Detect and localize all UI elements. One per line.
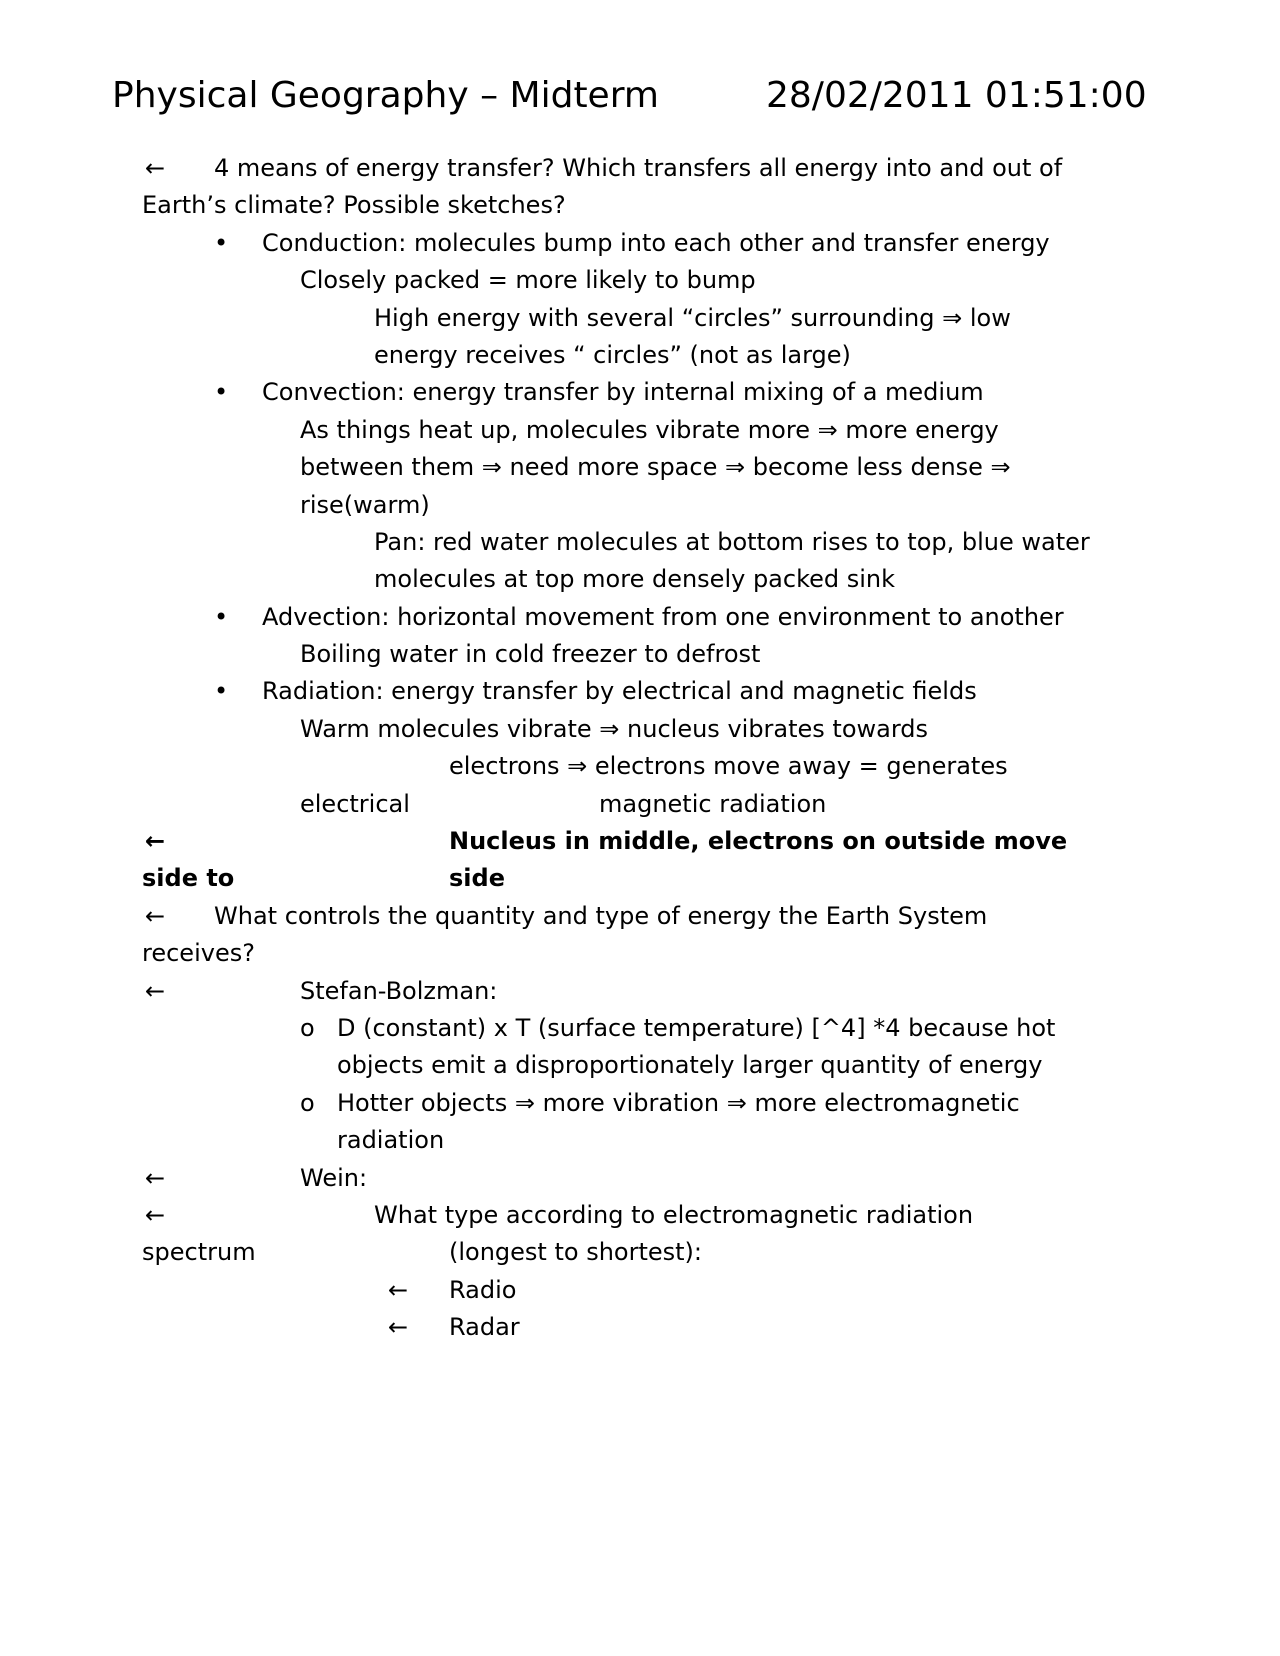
question-text: What controls the quantity and type of energy the Earth System — [214, 901, 988, 930]
left-arrow-icon: ← — [145, 976, 166, 1005]
convection-sub-2b — [150, 561, 1130, 598]
left-arrow-icon: ← — [145, 1200, 166, 1229]
advection-sub-1 — [150, 636, 1130, 673]
radiation-bold-b — [142, 860, 1130, 897]
question-text: 4 means of energy transfer? Which transfers all energy into and out of — [214, 154, 1063, 182]
note-text: spectrum — [142, 1238, 256, 1267]
bullet-icon: • — [214, 602, 229, 631]
convection-sub-1b — [150, 449, 1130, 486]
left-arrow-icon: ← — [145, 827, 166, 856]
note-text: between them ⇒ need more space ⇒ become less dense ⇒ — [300, 453, 1011, 482]
left-arrow-icon: ← — [388, 1275, 409, 1304]
note-text: electrical — [300, 789, 410, 818]
note-text: rise(warm) — [300, 490, 430, 519]
left-arrow-icon: ← — [145, 154, 166, 182]
note-text: Closely packed = more likely to bump — [300, 266, 756, 295]
conduction-sub-1 — [150, 262, 1130, 299]
stefan-item-1a — [150, 1010, 1130, 1047]
sub-bullet-icon: o — [300, 1013, 315, 1042]
note-text: energy receives “ circles” (not as large) — [374, 340, 851, 369]
list-item-text: Radar — [449, 1313, 520, 1342]
convection-sub-1c — [150, 487, 1130, 524]
list-item-text: Hotter objects ⇒ more vibration ⇒ more electromagnetic — [337, 1088, 1020, 1117]
wein-heading — [145, 1160, 1130, 1197]
bullet-icon: • — [214, 378, 229, 407]
list-item-text: Radio — [449, 1275, 517, 1304]
radiation-sub-1c — [150, 786, 1130, 823]
conduction-sub-2a — [150, 300, 1130, 337]
list-item-text: radiation — [337, 1126, 445, 1155]
section-heading: Stefan-Bolzman: — [300, 976, 498, 1005]
list-item-text: objects emit a disproportionately larger quantity of energy — [337, 1051, 1043, 1080]
stefan-item-2a — [150, 1085, 1130, 1122]
bullet-conduction — [150, 225, 1130, 262]
question-text: receives? — [142, 939, 255, 968]
bold-note-text: side — [449, 864, 505, 893]
bullet-text: Conduction: molecules bump into each other and transfer energy — [262, 228, 1050, 257]
radiation-sub-1a — [150, 711, 1130, 748]
wein-question-a — [145, 1197, 1130, 1234]
note-text: Pan: red water molecules at bottom rises to top, blue water — [374, 527, 1090, 556]
bullet-icon: • — [214, 228, 229, 257]
radiation-sub-1b — [150, 748, 1130, 785]
convection-sub-2a — [150, 524, 1130, 561]
document-body — [142, 150, 1130, 1347]
question-2-line-2 — [142, 935, 1130, 972]
wein-question-b — [142, 1234, 1130, 1271]
note-text: What type according to electromagnetic radiation — [374, 1200, 974, 1229]
note-text: As things heat up, molecules vibrate more ⇒ more energy — [300, 415, 999, 444]
left-arrow-icon: ← — [145, 901, 166, 930]
bullet-radiation — [150, 673, 1130, 710]
page-title: Physical Geography – Midterm — [112, 75, 659, 116]
note-text: Boiling water in cold freezer to defrost — [300, 640, 761, 669]
bullet-text: Convection: energy transfer by internal mixing of a medium — [262, 378, 984, 407]
question-1-line-2 — [142, 187, 1130, 224]
left-arrow-icon: ← — [145, 1163, 166, 1192]
bullet-text: Radiation: energy transfer by electrical and magnetic fields — [262, 677, 977, 706]
note-text: Warm molecules vibrate ⇒ nucleus vibrates towards — [300, 714, 929, 743]
question-2-line-1 — [145, 898, 1130, 935]
note-text: molecules at top more densely packed sink — [374, 565, 896, 594]
note-text: magnetic radiation — [599, 789, 827, 818]
radiation-bold-a — [145, 823, 1130, 860]
wein-item-radar — [150, 1309, 1130, 1346]
bullet-text: Advection: horizontal movement from one environment to another — [262, 602, 1064, 631]
question-1-line-1 — [145, 150, 1130, 187]
question-text: Earth’s climate? Possible sketches? — [142, 191, 566, 220]
stefan-heading — [145, 973, 1130, 1010]
list-item-text: D (constant) x T (surface temperature) [^4] *4 because hot — [337, 1013, 1056, 1042]
page-timestamp: 28/02/2011 01:51:00 — [766, 75, 1147, 116]
note-text: (longest to shortest): — [449, 1238, 702, 1267]
note-text: electrons ⇒ electrons move away = generates — [449, 752, 1008, 781]
conduction-sub-2b — [150, 337, 1130, 374]
stefan-item-1b — [150, 1047, 1130, 1084]
convection-sub-1a — [150, 412, 1130, 449]
wein-item-radio — [150, 1272, 1130, 1309]
bold-note-text: side to — [142, 864, 235, 893]
note-text: High energy with several “circles” surrounding ⇒ low — [374, 303, 1011, 332]
section-heading: Wein: — [300, 1163, 368, 1192]
stefan-item-2b — [150, 1122, 1130, 1159]
bullet-advection — [150, 599, 1130, 636]
left-arrow-icon: ← — [388, 1313, 409, 1342]
bullet-convection — [150, 374, 1130, 411]
bold-note-text: Nucleus in middle, electrons on outside move — [449, 827, 1068, 856]
sub-bullet-icon: o — [300, 1088, 315, 1117]
bullet-icon: • — [214, 677, 229, 706]
